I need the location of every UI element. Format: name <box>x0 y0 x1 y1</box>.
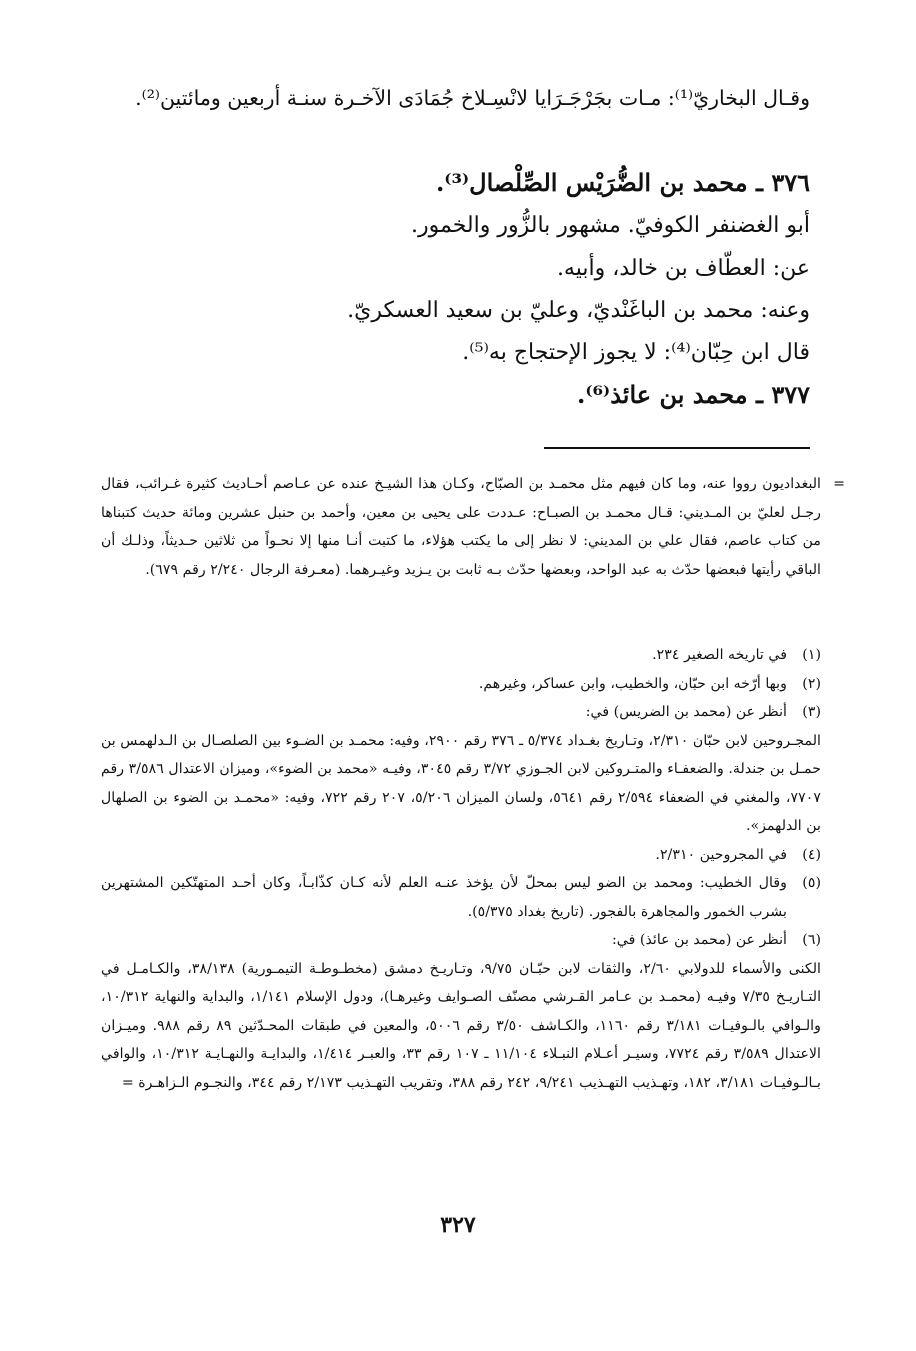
footnote-number: (٤) <box>802 846 821 863</box>
main-paragraph: وقـال البخاريّ⁽¹⁾: مـات بجَرْجَـرَايا لانْسِـلاخ جُمَادَى الآخـرة سنـة أربعين ومائتين⁽²⁾. <box>135 86 810 110</box>
entry-377-heading: ٣٧٧ ـ محمد بن عائذ⁽⁶⁾. <box>577 380 810 409</box>
footnote-number: (٢) <box>802 675 821 692</box>
footnote-6 <box>101 926 821 955</box>
footnote-list <box>101 641 821 1097</box>
footnote-3-body: المجـروحين لابن حبّان ٢/٣١٠، وتـاريخ بغـداد ٥/٣٧٤ ـ ٣٧٦ رقم ٢٩٠٠، وفيه: محمـد بن الضـوء بين الصلصـال بن الـدلهمس بن حمـل بن جندلة. والضعفـاء والمتـروكين لابن الجـوزي ٣/٧٢ رقم ٣٠٤٥، وفيـه «محمد بن الضوء»، وميزان الاعتدال ٣/٥٨٦ رقم ٧٧٠٧، والمغني في الضعفاء ٢/٥٩٤ رقم ٥٦٤١، ولسان الميزان ٥/٢٠٦، ٢٠٧ رقم ٧٢٢، وفيه: «محمـد بن الضوء بن الصلهال بن الدلهمز». <box>101 732 821 834</box>
footnote-number: (٥) <box>802 875 821 891</box>
footnote-5 <box>101 869 821 926</box>
continuation-mark: = <box>833 476 845 492</box>
footnote-2 <box>101 670 821 699</box>
footnote-text: وبها أرّخه ابن حبّان، والخطيب، وابن عساكر، وغيرهم. <box>478 675 787 692</box>
footnote-number: (٦) <box>802 932 821 948</box>
footnote-continuation <box>101 470 845 584</box>
footnote-text: وقال الخطيب: ومحمد بن الضو ليس بمحلّ لأن يؤخذ عنـه العلم لأنه كـان كذّابـاً، وكان أحـد المتهتّكين المشتهرين بشرب الخمور والمجاهرة بالفجور. (تاريخ بغداد ٥/٣٧٥). <box>101 875 787 920</box>
footnote-text: أنظر عن (محمد بن الضريس) في: <box>585 704 787 720</box>
footnote-4 <box>101 841 821 870</box>
footnote-text: أنظر عن (محمد بن عائذ) في: <box>612 932 787 948</box>
footnote-divider <box>544 447 810 449</box>
entry-376-students: وعنه: محمد بن الباغَنْديّ، وعليّ بن سعيد العسكريّ. <box>347 298 810 323</box>
entry-376-teachers: عن: العطّاف بن خالد، وأبيه. <box>556 256 810 281</box>
footnote-continuation-text: البغداديون رووا عنه، وما كان فيهم مثل محمـد بن الصبّاح، وكـان هذا الشيـخ عنده عن عـاصم أحـاديث كثيرة غـرائب، فقال رجـل لعليّ بن المـديني: قـال محمـد بن الصبـاح: عـددت على يحيى بن معين، وأحمد بن حنبل عشرين ومائة حديث كتبناها من كتاب عاصم، فقال علي بن المديني: لا نظر إلى ما يكتب هؤلاء، ما كتبت أنـا منها إلا نحـواً من ثلاثين حـديثاً، وذلـك أن الباقي رأيتها فبعضها حدّث به عبد الواحد، وبعضها حدّث بـه ثابت بن يـزيد وغيـرهما. (معـرفة الرجال ٢/٢٤٠ رقم ٦٧٩). <box>101 476 821 578</box>
footnote-number: (٣) <box>802 704 821 720</box>
page-number: ٣٢٧ <box>440 1212 476 1238</box>
entry-376-verdict: قال ابن حِبّان⁽⁴⁾: لا يجوز الإحتجاج به⁽⁵⁾. <box>462 340 810 365</box>
footnote-text: في المجروحين ٢/٣١٠. <box>655 846 787 863</box>
footnote-3 <box>101 698 821 727</box>
entry-376-kunya: أبو الغضنفر الكوفيّ. مشهور بالزُّور والخمور. <box>411 213 810 238</box>
footnote-text: في تاريخه الصغير ٢٣٤. <box>652 647 787 663</box>
footnote-1 <box>101 641 821 670</box>
footnote-6-body: الكنى والأسماء للدولابي ٢/٦٠، والثقات لابن حبّـان ٩/٧٥، وتـاريـخ دمشق (مخطـوطـة التيمـورية) ٣٨/١٣٨، والكـامـل في التـاريـخ ٧/٣٥ وفيـه (محمـد بن عـامر القـرشي مصنّف الصـوايف وغيرهـا)، ودول الإسلام ١/١٤١، والبداية والنهاية ١٠/٣١٢، والـوافي بالـوفيـات ٣/١٨١ رقم ١١٦٠، والكـاشف ٣/٥٠ رقم ٥٠٠٦، والمعين في طبقات المحـدّثين ٨٩ رقم ٩٨٨. وميـزان الاعتدال ٣/٥٨٩ رقم ٧٧٢٤، وسيـر أعـلام النبـلاء ١١/١٠٤ ـ ١٠٧ رقم ٣٣، والعبـر ١/٤١٤، والبدايـة والنهـايـة ١٠/٣١٢، والوافي بـالـوفيـات ٣/١٨١، ١٨٢، وتهـذيب التهـذيب ٩/٢٤١، ٢٤٢ رقم ٣٨٨، وتقريب التهـذيب ٢/١٧٣ رقم ٣٤٤، والنجـوم الـزاهـرة = <box>101 960 822 1091</box>
entry-376-heading: ٣٧٦ ـ محمد بن الضُّرَيْس الصِّلْصال⁽³⁾. <box>435 168 810 197</box>
footnote-number: (١) <box>802 647 821 663</box>
